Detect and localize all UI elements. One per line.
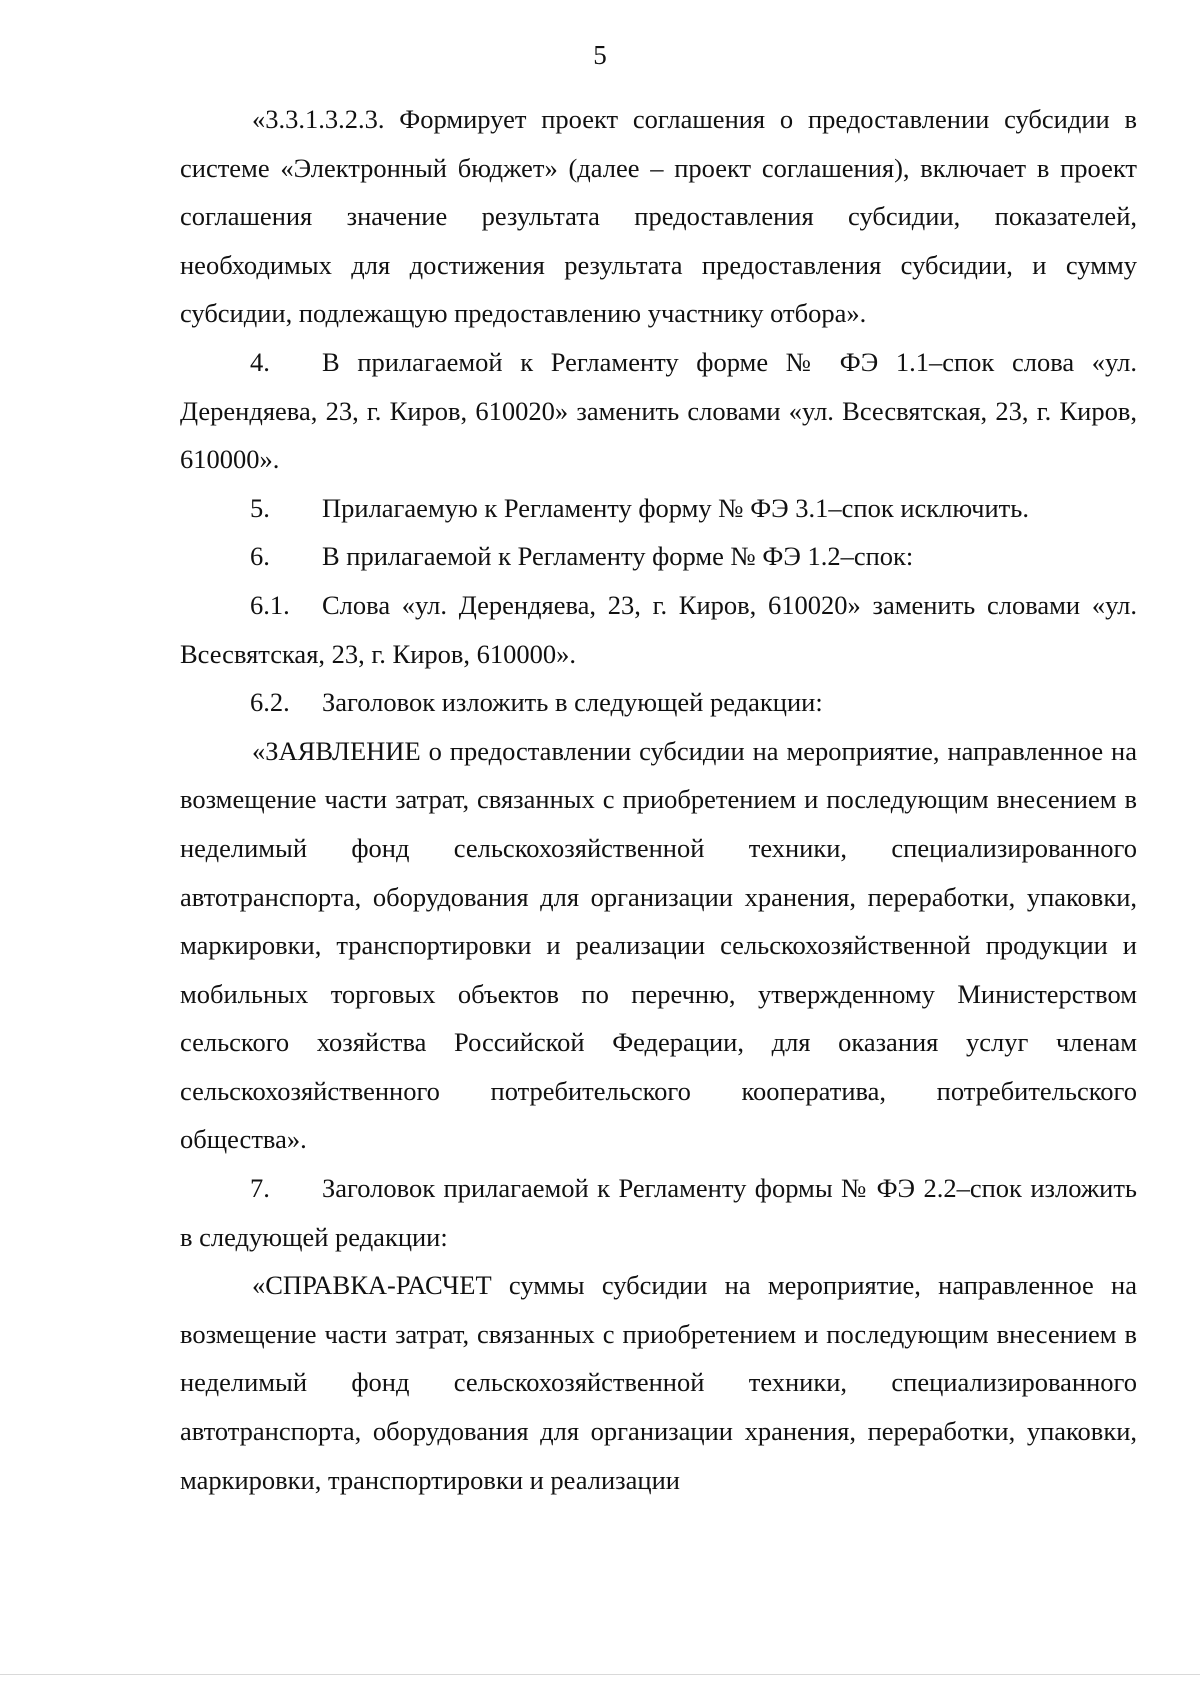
paragraph-statement-title <box>180 727 1137 1164</box>
paragraph-item-7 <box>180 1164 1137 1261</box>
paragraph-item-6-1 <box>180 581 1137 678</box>
paragraph-item-6 <box>180 532 1137 581</box>
paragraph-text: Заголовок прилагаемой к Регламенту формы № ФЭ 2.2–спок изложить в следующей редакции: <box>180 1173 1137 1252</box>
item-number: 6.1. <box>250 589 290 620</box>
page-bottom-edge <box>0 1674 1200 1675</box>
paragraph-item-6-2 <box>180 678 1137 727</box>
paragraph-item-5 <box>180 484 1137 533</box>
paragraph-text: Прилагаемую к Регламенту форму № ФЭ 3.1–спок исключить. <box>322 492 1029 523</box>
paragraph-3-3-1-3-2-3 <box>180 95 1137 338</box>
item-number: 6.2. <box>250 687 290 718</box>
item-number: 4. <box>250 346 270 377</box>
item-number: 7. <box>250 1173 270 1204</box>
paragraph-text: В прилагаемой к Регламенту форме № ФЭ 1.2–спок: <box>322 541 914 572</box>
paragraph-item-4 <box>180 338 1137 484</box>
paragraph-calculation-title <box>180 1261 1137 1504</box>
paragraph-text: «3.3.1.3.2.3. Формирует проект соглашения о предоставлении субсидии в системе «Электронный бюджет» (далее – проект соглашения), включает в проект соглашения значение результата предоставления субсидии, показателей, необходимых для достижения результата предоставления субсидии, и сумму субсидии, подлежащую предоставлению участнику отбора». <box>180 104 1137 329</box>
paragraph-text: «ЗАЯВЛЕНИЕ о предоставлении субсидии на мероприятие, направленное на возмещение части затрат, связанных с приобретением и последующим внесением в неделимый фонд сельскохозяйственной техники, специализированного автотранспорта, оборудования для организации хранения, переработки, упаковки, маркировки, транспортировки и реализации сельскохозяйственной продукции и мобильных торговых объектов по перечню, утвержденному Министерством сельского хозяйства Российской Федерации, для оказания услуг членам сельскохозяйственного потребительского кооператива, потребительского общества». <box>180 735 1137 1155</box>
paragraph-text: Слова «ул. Дерендяева, 23, г. Киров, 610020» заменить словами «ул. Всесвятская, 23, г. Киров, 610000». <box>180 589 1137 669</box>
page-number: 5 <box>593 40 607 70</box>
item-number: 6. <box>250 541 270 572</box>
paragraph-text: В прилагаемой к Регламенту форме № ФЭ 1.1–спок слова «ул. Дерендяева, 23, г. Киров, 610020» заменить словами «ул. Всесвятская, 23, г. Киров, 610000». <box>180 346 1137 475</box>
document-body <box>180 95 1137 1504</box>
paragraph-text: «СПРАВКА-РАСЧЕТ суммы субсидии на мероприятие, направленное на возмещение части затрат, связанных с приобретением и последующим внесением в неделимый фонд сельскохозяйственной техники, специализированного автотранспорта, оборудования для организации хранения, переработки, упаковки, маркировки, транспортировки и реализации <box>180 1270 1137 1495</box>
paragraph-text: Заголовок изложить в следующей редакции: <box>322 687 823 718</box>
item-number: 5. <box>250 492 270 523</box>
